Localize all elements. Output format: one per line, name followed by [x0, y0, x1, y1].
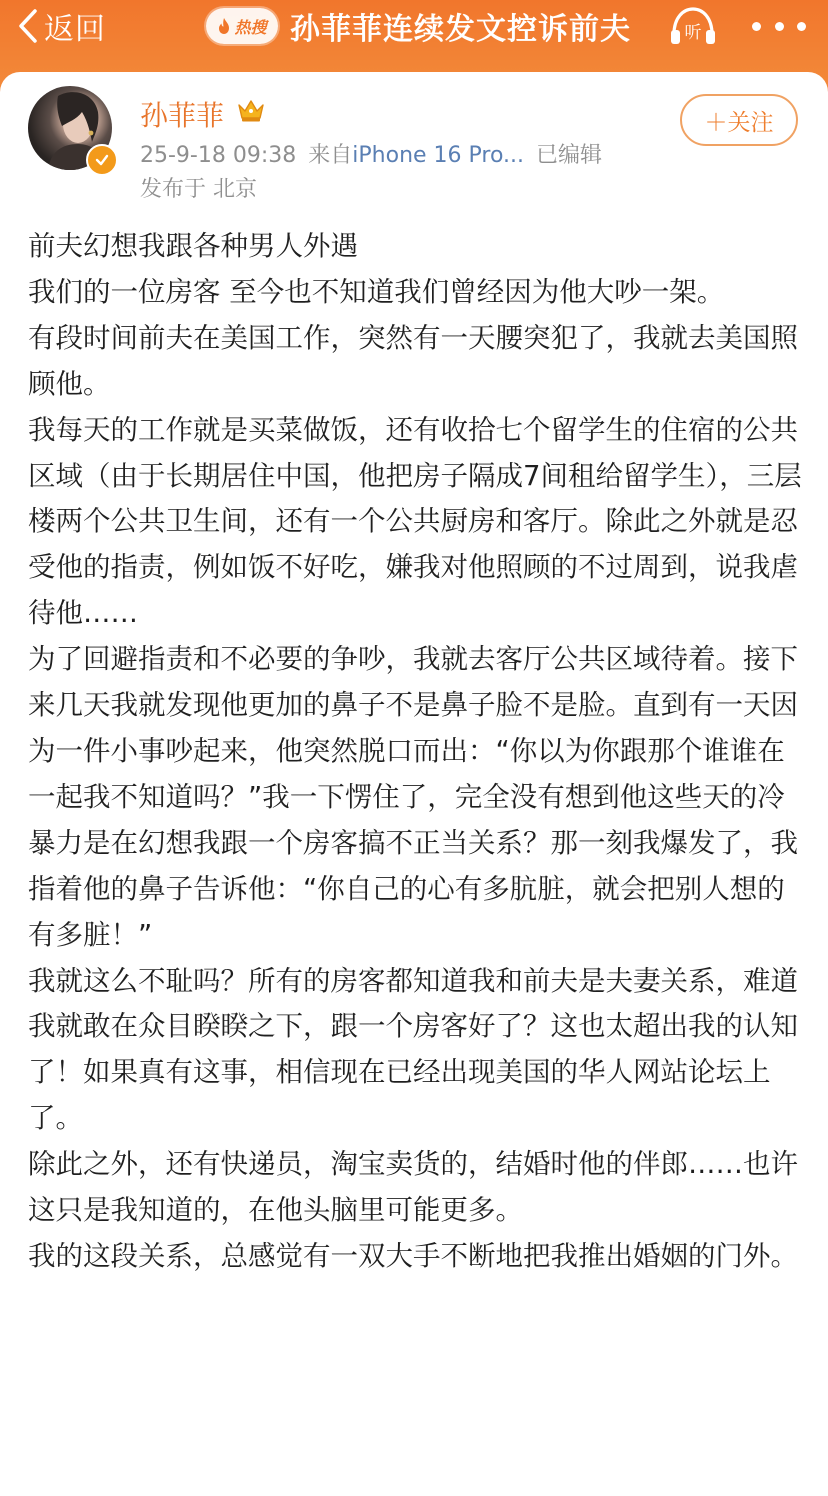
hot-search-badge — [206, 8, 278, 44]
follow-button[interactable]: ＋关注 — [680, 94, 798, 146]
flame-icon — [217, 17, 231, 35]
post-paragraph: 我就这么不耻吗？所有的房客都知道我和前夫是夫妻关系，难道我就敢在众目睽睽之下，跟一个房客好了？这也太超出我的认知了！如果真有这事，相信现在已经出现美国的华人网站论坛上了。 — [28, 964, 798, 1135]
post-location: 发布于 北京 — [140, 177, 257, 202]
author-name[interactable]: 孙菲菲 — [140, 99, 225, 132]
post-paragraph: 前夫幻想我跟各种男人外遇 — [28, 230, 358, 262]
hot-search-label: 热搜 — [234, 17, 267, 37]
more-dot-icon — [775, 22, 784, 31]
post-paragraph: 为了回避指责和不必要的争吵，我就去客厅公共区域待着。接下来几天我就发现他更加的鼻子不是鼻子脸不是脸。直到有一天因为一件小事吵起来，他突然脱口而出：“你以为你跟那个谁谁在一起我不知道吗？”我一下愣住了，完全没有想到他这些天的冷暴力是在幻想我跟一个房客搞不正当关系？那一刻我爆发了，我指着他的鼻子告诉他：“你自己的心有多肮脏，就会把别人想的有多脏！” — [28, 643, 798, 951]
verified-badge-icon — [86, 144, 118, 176]
post-paragraph: 除此之外，还有快递员，淘宝卖货的，结婚时他的伴郎……也许这只是我知道的，在他头脑里可能更多。 — [28, 1148, 798, 1227]
chevron-left-icon — [18, 9, 38, 43]
listen-button[interactable] — [668, 4, 718, 48]
more-options-button[interactable] — [752, 6, 806, 46]
more-dot-icon — [752, 22, 761, 31]
post-card — [0, 72, 828, 1496]
post-paragraph: 我的这段关系，总感觉有一双大手不断地把我推出婚姻的门外。 — [28, 1239, 798, 1272]
edited-label: 已编辑 — [536, 143, 603, 168]
crown-icon — [236, 96, 266, 124]
page-title: 孙菲菲连续发文控诉前夫 — [290, 12, 631, 47]
listen-label: 听 — [684, 23, 702, 43]
post-source-link[interactable]: iPhone 16 Pro... — [352, 143, 525, 168]
post-meta — [140, 138, 602, 169]
post-body — [28, 224, 808, 1280]
back-label: 返回 — [44, 12, 106, 47]
back-button[interactable] — [18, 6, 106, 46]
post-timestamp: 25-9-18 09:38 — [140, 143, 297, 168]
source-prefix: 来自 — [308, 143, 353, 168]
more-dot-icon — [797, 22, 806, 31]
post-paragraph: 我每天的工作就是买菜做饭，还有收拾七个留学生的住宿的公共区域（由于长期居住中国，他把房子隔成7间租给留学生），三层楼两个公共卫生间，还有一个公共厨房和客厅。除此之外就是忍受他的指责，例如饭不好吃，嫌我对他照顾的不过周到，说我虐待他…… — [28, 413, 802, 630]
page-title-group — [206, 4, 631, 48]
headphones-icon — [668, 4, 718, 48]
post-paragraph: 我们的一位房客 至今也不知道我们曾经因为他大吵一架。 — [28, 275, 725, 308]
post-paragraph: 有段时间前夫在美国工作，突然有一天腰突犯了，我就去美国照顾他。 — [28, 321, 798, 400]
